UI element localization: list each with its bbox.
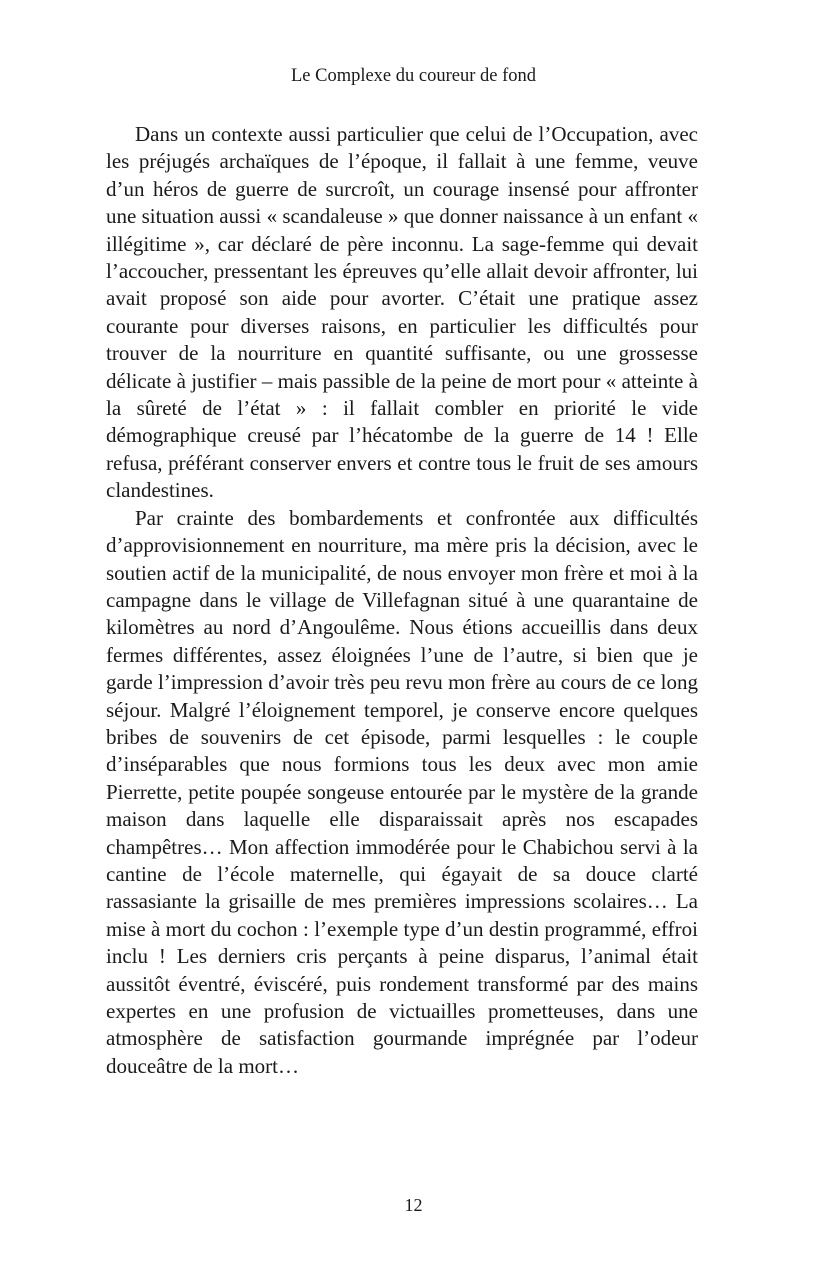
paragraph-occupation: Dans un contexte aussi particulier que celui de l’Occupation, avec les préjugés archaïques de l’époque, il fallait à une femme, veuve d’un héros de guerre de surcroît, un courage insensé pour affronter une situation aussi « scandaleuse » que donner naissance à un enfant « illégitime », car déclaré de père inconnu. La sage-femme qui devait l’accoucher, pressentant les épreuves qu’elle allait devoir affronter, lui avait proposé son aide pour avorter. C’était une pratique assez courante pour diverses raisons, en particulier les difficultés pour trouver de la nourriture en quantité suffisante, ou une grossesse délicate à justifier – mais passible de la peine de mort pour « atteinte à la sûreté de l’état » : il fallait combler en priorité le vide démographique creusé par l’hécatombe de la guerre de 14 ! Elle refusa, préférant conserver envers et contre tous le fruit de ses amours clandestines. [106,122,698,503]
paragraph-villefagnan: Par crainte des bombardements et confrontée aux difficultés d’approvisionnement en nourriture, ma mère pris la décision, avec le soutien actif de la municipalité, de nous envoyer mon frère et moi à la campagne dans le village de Villefagnan situé à une quarantaine de kilomètres au nord d’Angoulême. Nous étions accueillis dans deux fermes différentes, assez éloignées l’une de l’autre, si bien que je garde l’impression d’avoir très peu revu mon frère au cours de ce long séjour. Malgré l’éloignement temporel, je conserve encore quelques bribes de souvenirs de cet épisode, parmi lesquelles : le couple d’inséparables que nous formions tous les deux avec mon amie Pierrette, petite poupée songeuse entourée par le mystère de la grande maison dans laquelle elle disparaissait après nos escapades champêtres… Mon affection immodérée pour le Chabichou servi à la cantine de l’école maternelle, qui égayait de sa douce clarté rassasiante la grisaille de mes premières impressions scolaires… La mise à mort du cochon : l’exemple type d’un destin programmé, effroi inclu ! Les derniers cris perçants à peine disparus, l’animal était aussitôt éventré, éviscéré, puis rondement transformé par des mains expertes en une profusion de victuailles prometteuses, dans une atmosphère de satisfaction gourmande imprégnée par l’odeur douceâtre de la mort… [106,505,698,1078]
page-number: 12 [404,1195,423,1215]
running-header: Le Complexe du coureur de fond [290,66,537,86]
body-text [106,121,698,1080]
